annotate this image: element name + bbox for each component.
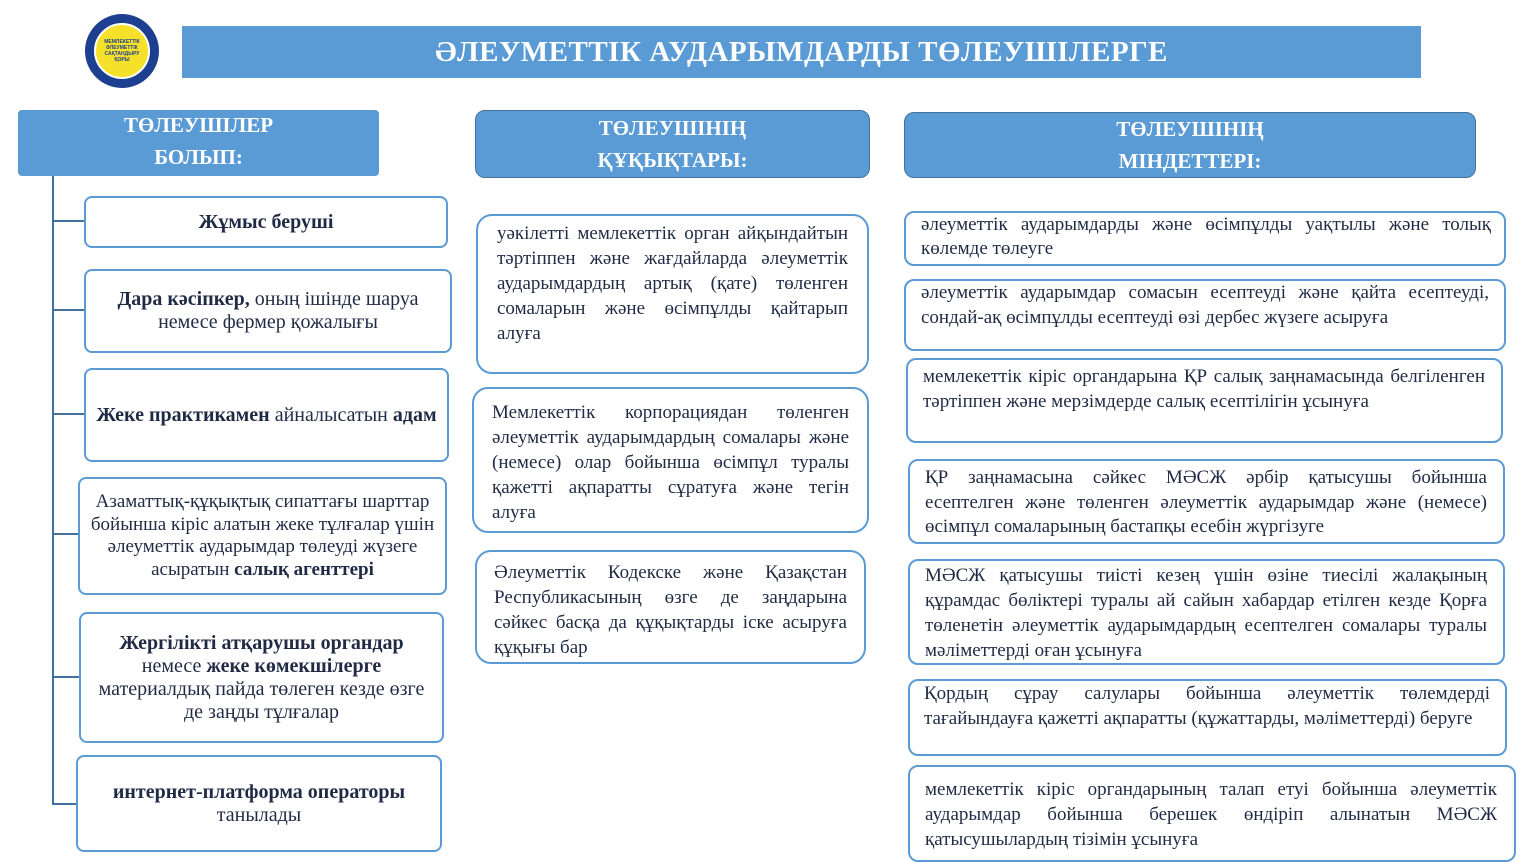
payer-local-bodies [79, 612, 444, 743]
payer-entrepreneur-text: оның ішінде шаруа немесе фермер қожалығы [158, 288, 419, 333]
right-item: уәкілетті мемлекеттік орган айқындайтын тәртіппен және жағдайларда әлеуметтік аударымдардың артық (қате) төленген сомаларын және өсімпұлды қайтарып алуға [476, 214, 869, 374]
payer-employer-label: Жұмыс беруші [198, 210, 334, 233]
payer-private-practice-bold: Жеке практикамен [96, 403, 270, 426]
duty-item: мемлекеттік кіріс органдарының талап етуі бойынша әлеуметтік аударымдар бойынша берешек өндіріп алынатын МӘСЖ қатысушылардың тізімін ұсынуға [908, 765, 1516, 862]
tree-branch-line [52, 413, 86, 415]
payers-header: ТӨЛЕУШІЛЕР БОЛЫП: [18, 110, 379, 176]
payer-tax-agents-text: Азаматтық-құқықтық сипаттағы шарттар бойынша кіріс алатын жеке тұлғалар үшін әлеуметтік аударымдар төлеуді жүзеге асыратын [90, 491, 435, 580]
payer-entrepreneur-bold: Дара кәсіпкер, [117, 288, 250, 310]
page-title: ӘЛЕУМЕТТІК АУДАРЫМДАРДЫ ТӨЛЕУШІЛЕРГЕ [182, 26, 1421, 78]
fund-logo-icon [85, 14, 159, 88]
payer-platform-operator-bold: интернет-платформа операторы [112, 780, 406, 803]
tree-branch-line [52, 309, 86, 311]
payer-entrepreneur [84, 269, 452, 353]
right-item: Әлеуметтік Кодекске және Қазақстан Республикасының өзге де заңдарына сәйкес басқа да құқықтарды іске асыруға құқығы бар [475, 550, 866, 664]
payer-platform-operator [76, 755, 442, 852]
duty-item: ҚР заңнамасына сәйкес МӘСЖ әрбір қатысушы бойынша есептелген және төленген әлеуметтік аударымдар және (немесе) өсімпұл сомаларының бастапқы есебін жүргізуге [908, 459, 1505, 544]
duty-item: МӘСЖ қатысушы тиісті кезең үшін өзіне тиесілі жалақының құрамдас бөліктері туралы ай сайын хабардар етілген кезде Қорға төленетін әлеуметтік аударымдардың есептелген сомалары туралы мәліметтерді оған ұсынуға [908, 559, 1505, 665]
duty-item: мемлекеттік кіріс органдарына ҚР салық заңнамасында белгіленген тәртіппен және мерзімдерде салық есептілігін ұсынуға [906, 358, 1503, 443]
duty-item: Қордың сұрау салулары бойынша әлеуметтік төлемдерді тағайындауға қажетті ақпаратты (құжаттарды, мәліметтерді) беруге [908, 679, 1507, 756]
payer-local-bodies-text: немесе [141, 654, 207, 677]
tree-vertical-line [52, 176, 54, 804]
payer-tax-agents [78, 477, 447, 595]
payer-platform-operator-text: танылады [216, 803, 302, 826]
payer-local-bodies-text-2: материалдық пайда төлеген кезде өзге де заңды тұлғалар [98, 677, 425, 723]
tree-branch-line [52, 220, 86, 222]
payer-private-practice-text: айналысатын [269, 403, 393, 426]
payer-private-practice [84, 368, 449, 462]
payer-employer [84, 196, 448, 248]
payer-private-practice-bold-2: адам [392, 403, 437, 426]
duty-item: әлеуметтік аударымдарды және өсімпұлды уақтылы және толық көлемде төлеуге [904, 211, 1506, 266]
duties-header: ТӨЛЕУШІНІҢ МІНДЕТТЕРІ: [904, 112, 1476, 178]
payer-local-bodies-bold: Жергілікті атқарушы органдар [119, 631, 404, 654]
logo-text: МЕМЛЕКЕТТІК ӘЛЕУМЕТТІК САҚТАНДЫРУ ҚОРЫ [94, 23, 150, 79]
payer-local-bodies-bold-2: жеке көмекшілерге [206, 654, 382, 677]
right-item: Мемлекеттік корпорациядан төленген әлеуметтік аударымдардың сомалары және (немесе) олар бойынша өсімпұл туралы қажетті ақпаратты сұратуға және тегін алуға [472, 387, 869, 533]
duty-item: әлеуметтік аударымдар сомасын есептеуді және қайта есептеуді, сондай-ақ өсімпұлды есептеуді өзі дербес жүзеге асыруға [904, 279, 1506, 351]
payer-tax-agents-bold: салық агенттері [234, 558, 374, 580]
rights-header: ТӨЛЕУШІНІҢ ҚҰҚЫҚТАРЫ: [475, 110, 870, 178]
